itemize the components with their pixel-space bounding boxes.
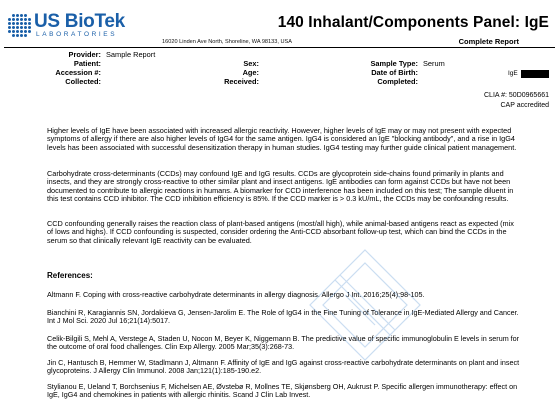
provider-label: Provider: [68, 50, 101, 59]
reference-item: Jin C, Hantusch B, Hemmer W, Stadlmann J, Altmann F. Affinity of IgE and IgG against cross-reactive carbohydrate determinants on plant and insect glycoproteins. J Allergy Clin Immunol. 2008 Jan;121(1):185-190.e2. [47, 358, 520, 376]
age-label: Age: [242, 68, 259, 77]
reference-item: Celik-Bilgili S, Mehl A, Verstege A, Staden U, Nocon M, Beyer K, Niggemann B. The predictive value of specific immunoglobulin E levels in serum for the outcome of oral food challenges. Clin Exp Allergy. 2005 Mar;35(3):268-73. [47, 334, 520, 352]
ige-igg4-paragraph: Higher levels of IgE have been associated with increased allergic reactivity. However, higher levels of IgE may or may not present with expected symptoms of allergy if there are also higher levels of IgG4 for the same antigen. IgG4 is considered an IgE "blocking antibody", and a rise in IgG4 levels has been associated with successful desensitization therapy in human studies. IgG4 testing may further guide clinical patient management. [47, 126, 517, 152]
patient-label: Patient: [73, 59, 101, 68]
ccd-paragraph: Carbohydrate cross-determinants (CCDs) may confound IgE and IgG results. CCDs are glycoprotein side-chains found primarily in plants and insects, and they are strongly cross-reactive to other similar plant and insect antigens. IgE antibodies can form against CCDs but have not been documented to contribute to allergic reactions in humans. A biomarker for CCD interference has been included on this test; The sample diluent in this test contains CCD inhibitor. The CCD inhibition efficiency is 85%. If the CCD marker is > 0.3 kU/mL, the CCDs may be confounding results. [47, 169, 514, 203]
collected-label: Collected: [65, 77, 101, 86]
us-biotek-logo [8, 13, 125, 39]
report-header [0, 0, 555, 48]
reference-item: Stylianou E, Ueland T, Borchsenius F, Michelsen AE, Øvstebø R, Mollnes TE, Skjønsberg OH, Aukrust P. Specific allergen immunotherapy: effect on IgE, IgG4 and chemokines in patients with allergic rhinitis. Scand J Clin Lab Invest. [47, 382, 518, 400]
logo-dots-icon [8, 14, 31, 37]
reference-item: Bianchini R, Karagiannis SN, Jordakieva G, Jensen-Jarolim E. The Role of IgG4 in the Fine Tuning of Tolerance in IgE-Mediated Allergy and Cancer. Int J Mol Sci. 2020 Jul 16;21(14):5017. [47, 308, 519, 326]
report-status: Complete Report [458, 37, 519, 46]
sex-label: Sex: [243, 59, 259, 68]
clia-number: CLIA #: 50D0965661 [484, 92, 549, 99]
provider-value: Sample Report [106, 50, 156, 59]
clia-info [484, 91, 549, 110]
received-label: Received: [224, 77, 259, 86]
dob-label: Date of Birth: [371, 68, 418, 77]
lab-address: 16020 Linden Ave North, Shoreline, WA 98133, USA [162, 39, 292, 45]
accession-label: Accession #: [55, 68, 101, 77]
completed-label: Completed: [377, 77, 418, 86]
sample-type-value: Serum [423, 59, 445, 68]
redaction-bar [521, 70, 549, 78]
references-heading: References: [47, 271, 93, 280]
header-divider [4, 47, 555, 48]
panel-title: 140 Inhalant/Components Panel: IgE [277, 14, 549, 31]
sample-type-label: Sample Type: [370, 59, 418, 68]
logo-name: US BioTek [34, 11, 125, 32]
logo-subtitle: LABORATORIES [36, 31, 118, 38]
reference-item: Altmann F. Coping with cross-reactive carbohydrate determinants in allergy diagnosis. Allergo J Int. 2016;25(4):98-105. [47, 290, 425, 299]
cap-accredited: CAP accredited [500, 101, 549, 109]
ccd-confounding-paragraph: CCD confounding generally raises the reaction class of plant-based antigens (most/all high), while animal-based antigens react as expected (mix of lows and highs). If CCD confounding is suspected, consider ordering the Anti-CCD absorbant follow-up test, which can bind the CCDs in the serum so that clinically relevant IgE reactivity can be evaluated. [47, 219, 514, 245]
ige-label: IgE [508, 70, 518, 77]
